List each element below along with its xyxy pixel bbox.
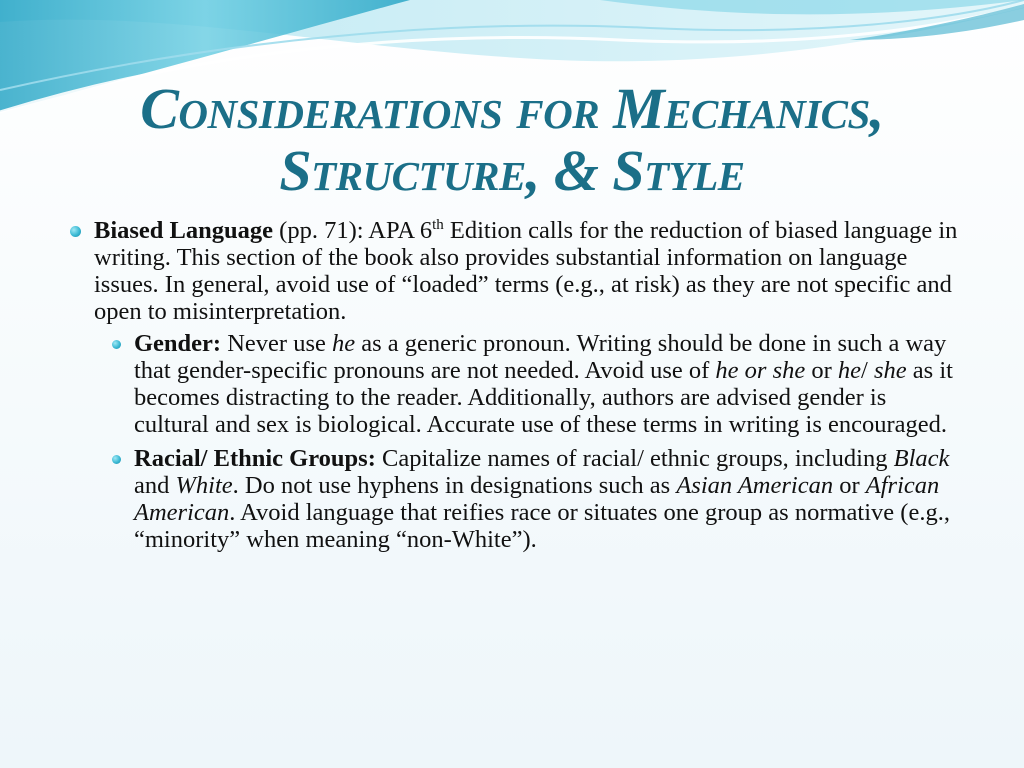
title-line-1: Considerations for Mechanics, — [140, 76, 884, 141]
title-line-2: Structure, & Style — [279, 138, 745, 203]
term-gender: Gender: — [134, 330, 222, 357]
bullet-dot-icon — [70, 226, 81, 237]
slide-content — [70, 217, 960, 560]
term-racial-ethnic-groups: Racial/ Ethnic Groups: — [134, 445, 376, 472]
term-biased-language: Biased Language — [94, 217, 274, 244]
bullet-biased-language: Biased Language (pp. 71): APA 6th Edition calls for the reduction of biased language in writing. This section of the book also provides substantial information on language issues. In general, avoid use of “loaded” terms (e.g., at risk) as they are not specific and open to misinterpretation. — [70, 217, 960, 325]
slide-title — [40, 78, 984, 202]
bullet-dot-icon — [112, 340, 121, 349]
bullet-gender: Gender: Never use he as a generic pronoun. Writing should be done in such a way that gender-specific pronouns are not needed. Avoid use of he or she or he/ she as it becomes distracting to the reader. Additionally, authors are advised gender is cultural and sex is biological. Accurate use of these terms in writing is encouraged. — [110, 330, 960, 438]
bullet-dot-icon — [112, 455, 121, 464]
bullet-racial-ethnic-groups: Racial/ Ethnic Groups: Capitalize names of racial/ ethnic groups, including Black and White. Do not use hyphens in designations such as Asian American or African American. Avoid language that reifies race or situates one group as normative (e.g., “minority” when meaning “non-White”). — [110, 445, 960, 553]
